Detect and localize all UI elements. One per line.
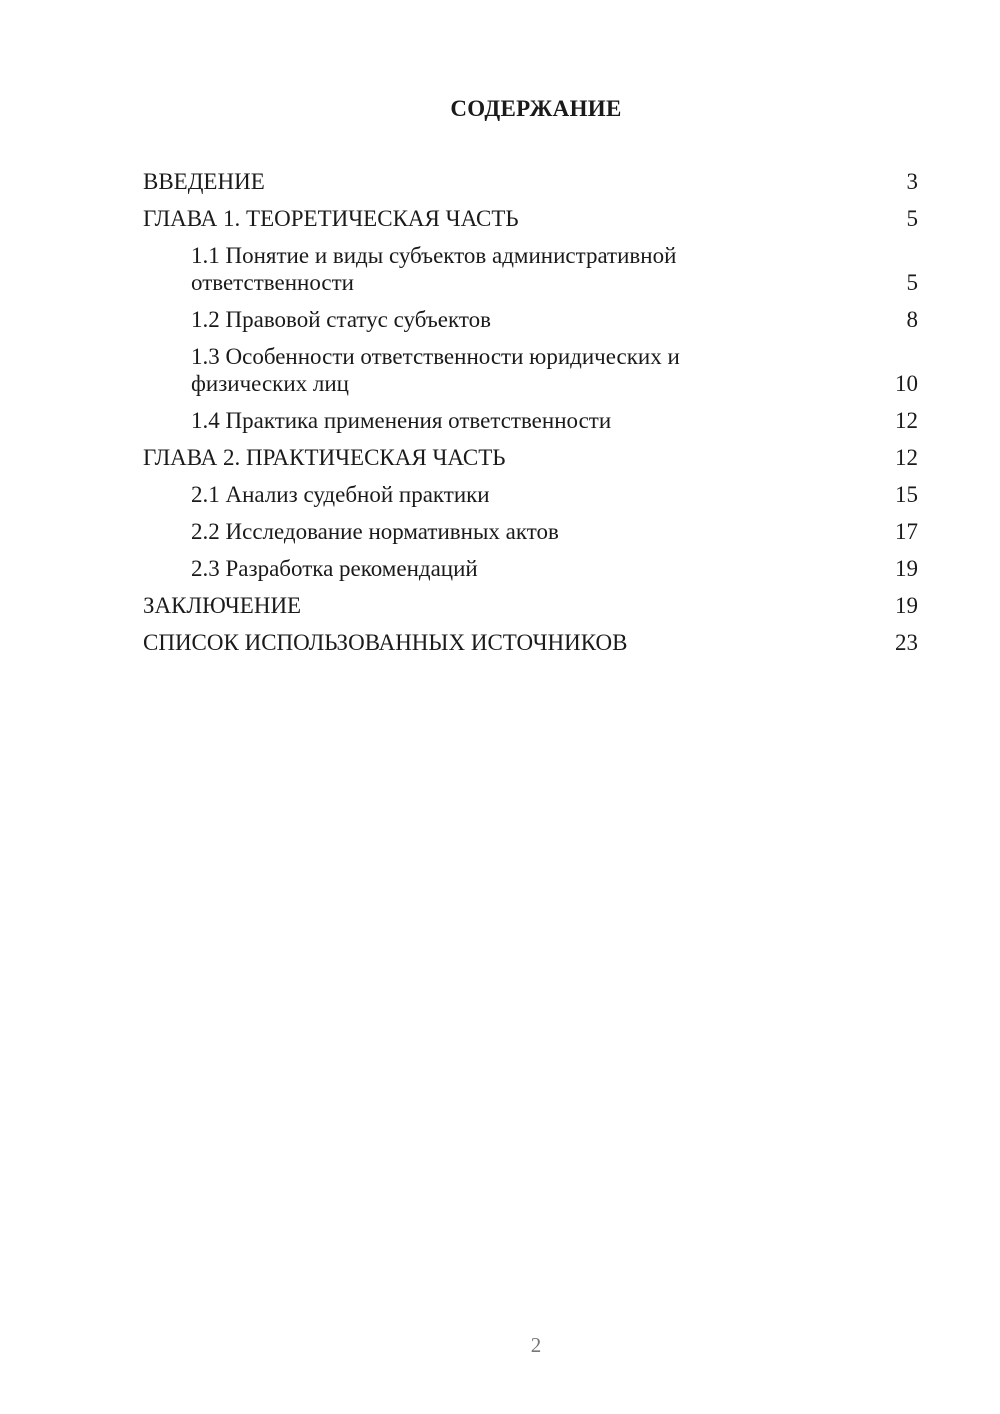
- page-number: 2: [530, 1333, 542, 1357]
- toc-entry-page: 17: [895, 519, 918, 544]
- toc-entry-text: ВВЕДЕНИЕ: [143, 169, 265, 194]
- toc-entry-text: 1.1 Понятие и виды субъектов административной ответственности: [191, 243, 677, 295]
- toc-entry-chapter-1: [143, 205, 918, 232]
- toc-entry-introduction: [143, 168, 918, 195]
- toc-entry-text: 1.3 Особенности ответственности юридических и физических лиц: [191, 344, 680, 396]
- toc-entry-text: ГЛАВА 2. ПРАКТИЧЕСКАЯ ЧАСТЬ: [143, 445, 506, 470]
- toc-title: СОДЕРЖАНИЕ: [450, 96, 622, 121]
- toc-entry-text: 1.4 Практика применения ответственности: [191, 408, 612, 433]
- toc-entry-text: 1.2 Правовой статус субъектов: [191, 307, 491, 332]
- toc-entry-page: 5: [906, 270, 918, 295]
- toc-entry-section-1-2: [143, 306, 918, 333]
- toc-entry-section-1-3: [143, 343, 918, 397]
- toc-entry-text: 2.2 Исследование нормативных актов: [191, 519, 559, 544]
- toc-entry-section-1-4: [143, 407, 918, 434]
- toc-entry-text: 2.1 Анализ судебной практики: [191, 482, 490, 507]
- toc-entry-page: 12: [895, 408, 918, 433]
- toc-entry-page: 10: [895, 371, 918, 396]
- toc-entry-section-2-1: [143, 481, 918, 508]
- toc-entry-page: 3: [906, 169, 918, 194]
- toc-entry-section-1-1: [143, 242, 918, 296]
- toc-entry-text: ЗАКЛЮЧЕНИЕ: [143, 593, 302, 618]
- toc-entry-text: 2.3 Разработка рекомендаций: [191, 556, 478, 581]
- toc-entry-page: 8: [906, 307, 918, 332]
- toc-entry-page: 12: [895, 445, 918, 470]
- toc-entry-page: 19: [895, 593, 918, 618]
- toc-entry-section-2-3: [143, 555, 918, 582]
- toc-entry-page: 19: [895, 556, 918, 581]
- toc-entry-page: 23: [895, 630, 918, 655]
- table-of-contents: [143, 168, 918, 666]
- toc-entry-page: 15: [895, 482, 918, 507]
- toc-entry-text: СПИСОК ИСПОЛЬЗОВАННЫХ ИСТОЧНИКОВ: [143, 630, 628, 655]
- toc-entry-conclusion: [143, 592, 918, 619]
- toc-entry-text: ГЛАВА 1. ТЕОРЕТИЧЕСКАЯ ЧАСТЬ: [143, 206, 519, 231]
- toc-entry-section-2-2: [143, 518, 918, 545]
- toc-entry-chapter-2: [143, 444, 918, 471]
- toc-entry-references: [143, 629, 918, 656]
- toc-entry-page: 5: [906, 206, 918, 231]
